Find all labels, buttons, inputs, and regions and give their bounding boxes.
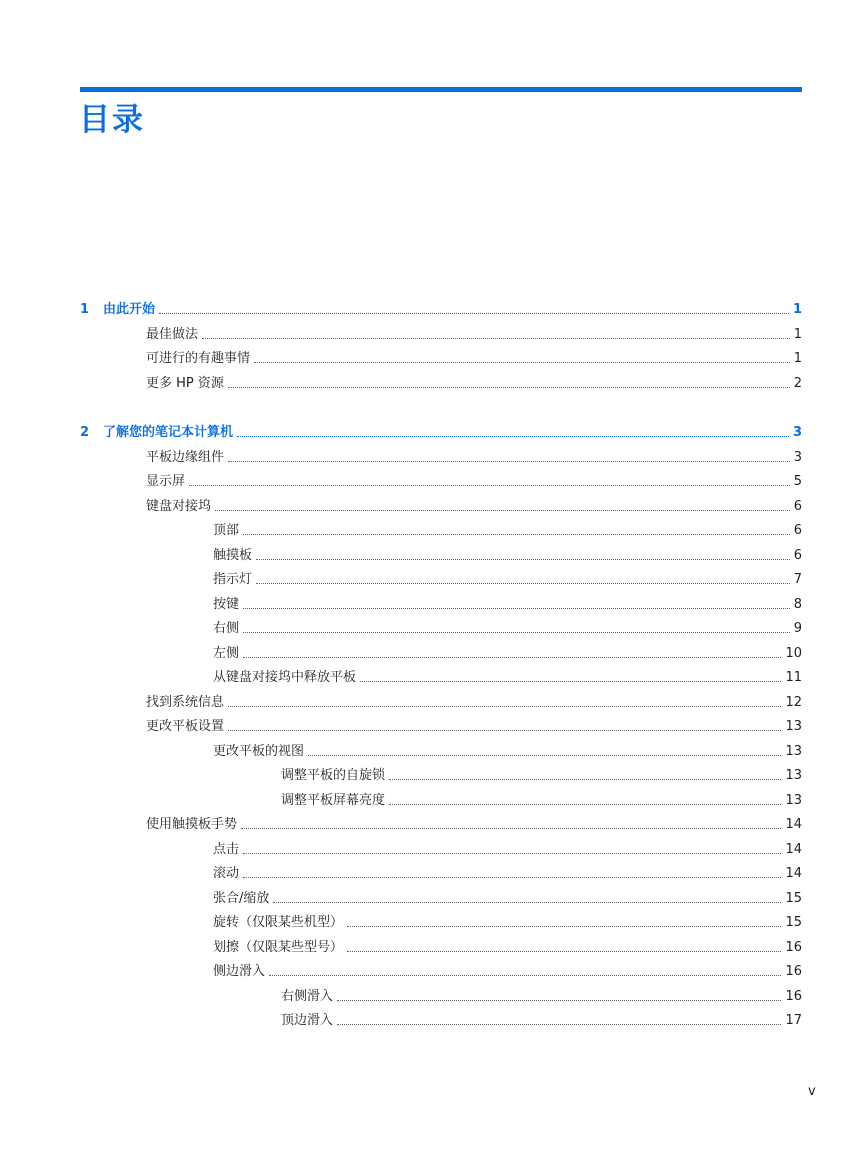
dot-leader [243, 607, 790, 609]
dot-leader [228, 705, 781, 707]
toc-entry-label: 调整平板屏幕亮度 [281, 792, 386, 808]
toc-entry-link[interactable] [146, 347, 802, 367]
toc-entry-label: 找到系统信息 [146, 694, 225, 710]
toc-page-number: 16 [785, 939, 802, 955]
toc-entry-label: 滚动 [213, 866, 240, 881]
toc-page-number: 5 [793, 474, 802, 489]
toc-page-number: 8 [793, 596, 802, 612]
toc-entry-label: 了解您的笔记本计算机 [103, 425, 234, 440]
dot-leader [389, 803, 781, 805]
toc-entry-label: 点击 [213, 841, 240, 857]
toc-entry-label: 平板边缘组件 [146, 449, 225, 465]
dot-leader [337, 1023, 781, 1025]
toc-page-number: 14 [785, 817, 802, 832]
toc-page-number: 2 [793, 375, 802, 391]
toc-page-number: 13 [785, 768, 802, 783]
dot-leader [389, 778, 781, 780]
toc-entry-label: 从键盘对接坞中释放平板 [213, 670, 357, 685]
dot-leader [159, 312, 789, 314]
toc-entry-label: 右侧 [213, 621, 240, 636]
toc-page-number: 6 [793, 498, 802, 514]
toc-chapter-link[interactable] [80, 298, 802, 318]
dot-leader [243, 533, 790, 535]
toc-entry-link[interactable] [213, 568, 802, 588]
toc-page-number: 1 [793, 351, 802, 366]
toc-page-number: 14 [785, 866, 802, 881]
toc-entry-link[interactable] [146, 372, 802, 392]
toc-entry-link[interactable] [213, 936, 802, 956]
toc-entry-link[interactable] [213, 642, 802, 662]
toc-entry-link[interactable] [146, 691, 802, 711]
toc-page-number: 13 [785, 719, 802, 734]
toc-page-number: 12 [785, 694, 802, 710]
toc-page-number: 16 [785, 988, 802, 1004]
toc-entry-link[interactable] [213, 960, 802, 980]
toc-entry-label: 触摸板 [213, 547, 253, 563]
toc-entry-label: 划擦（仅限某些型号） [213, 939, 344, 955]
toc-page-number: 9 [793, 621, 802, 636]
toc-entry-label: 张合/缩放 [213, 890, 270, 906]
toc-page-number: 6 [793, 547, 802, 563]
toc-entry-link[interactable] [146, 470, 802, 490]
toc-chapter-number: 1 [80, 302, 90, 317]
dot-leader [189, 484, 790, 486]
dot-leader [241, 827, 781, 829]
dot-leader [243, 852, 781, 854]
toc-entry-link[interactable] [146, 446, 802, 466]
toc-page-number: 6 [793, 523, 802, 538]
dot-leader [308, 754, 781, 756]
page-number: v [808, 1084, 816, 1099]
toc-entry-label: 按键 [213, 596, 240, 612]
title-rule [80, 87, 802, 92]
dot-leader [243, 631, 790, 633]
toc-entry-label: 侧边滑入 [213, 964, 266, 979]
toc-chapter-number: 2 [80, 425, 90, 440]
dot-leader [228, 386, 790, 388]
toc-entry-link[interactable] [281, 985, 802, 1005]
toc-entry-label: 调整平板的自旋锁 [281, 768, 386, 783]
page-title: 目录 [79, 102, 145, 138]
toc-entry-label: 使用触摸板手势 [146, 817, 238, 832]
toc-entry-link[interactable] [281, 764, 802, 784]
toc-page-number: 1 [793, 326, 802, 342]
toc-entry-label: 更改平板设置 [146, 719, 225, 734]
toc-entry-label: 顶边滑入 [281, 1013, 334, 1028]
toc-entry-label: 旋转（仅限某些机型） [213, 915, 344, 930]
dot-leader [269, 974, 781, 976]
toc-page-number: 17 [785, 1013, 802, 1028]
toc-entry-link[interactable] [146, 323, 802, 343]
toc-entry-link[interactable] [213, 862, 802, 882]
dot-leader [360, 680, 781, 682]
dot-leader [243, 876, 781, 878]
toc-entry-link[interactable] [146, 715, 802, 735]
toc-entry-link[interactable] [213, 666, 802, 686]
toc-entry-link[interactable] [213, 544, 802, 564]
toc-page-number: 13 [785, 792, 802, 808]
toc-entry-label: 右侧滑入 [281, 988, 334, 1004]
toc-entry-label: 键盘对接坞 [146, 498, 212, 514]
dot-leader [337, 999, 781, 1001]
toc-page-number: 10 [785, 645, 802, 661]
toc-entry-link[interactable] [146, 495, 802, 515]
toc-page-number: 11 [785, 670, 802, 685]
dot-leader [228, 460, 790, 462]
toc-entry-label: 顶部 [213, 523, 240, 538]
dot-leader [228, 729, 781, 731]
toc-entry-link[interactable] [281, 789, 802, 809]
toc-page-number: 15 [785, 915, 802, 930]
toc-page-number: 3 [793, 449, 802, 465]
dot-leader [254, 361, 790, 363]
toc-entry-link[interactable] [213, 519, 802, 539]
dot-leader [347, 925, 781, 927]
toc-entry-label: 最佳做法 [146, 326, 199, 342]
toc-entry-link[interactable] [281, 1009, 802, 1029]
toc-chapter-link[interactable] [80, 421, 802, 441]
dot-leader [202, 337, 790, 339]
toc-entry-label: 指示灯 [213, 572, 253, 587]
dot-leader [256, 558, 790, 560]
toc-page-number: 16 [785, 964, 802, 979]
toc-entry-link[interactable] [213, 838, 802, 858]
toc-page-number: 14 [785, 841, 802, 857]
toc-page-number: 3 [792, 425, 802, 440]
toc-page-number: 1 [792, 302, 802, 317]
toc-entry-link[interactable] [146, 813, 802, 833]
toc-page-number: 15 [785, 890, 802, 906]
toc-page-number: 7 [793, 572, 802, 587]
dot-leader [237, 435, 789, 437]
toc-page-number: 13 [785, 743, 802, 759]
toc-entry-label: 由此开始 [103, 302, 156, 317]
toc-entry-link[interactable] [213, 593, 802, 613]
dot-leader [273, 901, 781, 903]
toc-entry-link[interactable] [213, 887, 802, 907]
toc-entry-label: 可进行的有趣事情 [146, 351, 251, 366]
toc-entry-label: 更多 HP 资源 [146, 375, 224, 391]
dot-leader [215, 509, 790, 511]
toc-entry-link[interactable] [213, 911, 802, 931]
toc-entry-label: 更改平板的视图 [213, 743, 305, 759]
toc-entry-link[interactable] [213, 740, 802, 760]
dot-leader [243, 656, 781, 658]
dot-leader [347, 950, 781, 952]
toc-entry-link[interactable] [213, 617, 802, 637]
toc-entry-label: 左侧 [213, 645, 240, 661]
toc-entry-label: 显示屏 [146, 474, 186, 489]
dot-leader [256, 582, 790, 584]
